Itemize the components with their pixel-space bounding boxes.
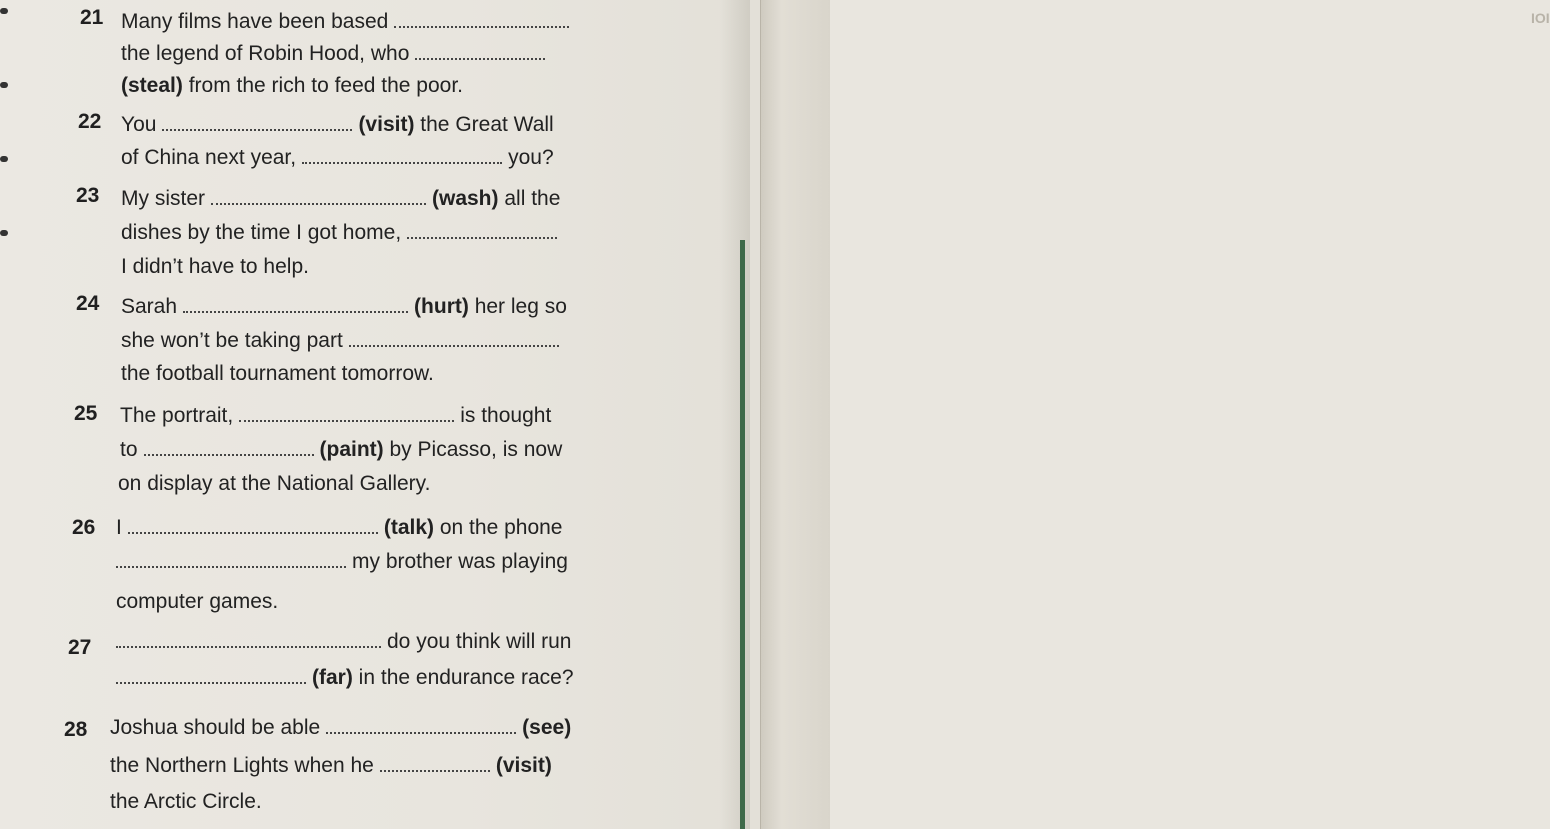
verb-prompt: (far) xyxy=(312,666,353,689)
ex27-line-1 xyxy=(116,630,571,654)
exercise-number-26: 26 xyxy=(72,516,96,539)
ex28-text: the Northern Lights when he xyxy=(110,754,374,777)
verb-prompt: (see) xyxy=(522,716,572,739)
exercise-number-23: 23 xyxy=(76,184,100,207)
ex26-text: computer games. xyxy=(116,590,279,613)
ex22-text: the Great Wall xyxy=(414,113,554,136)
answer-blank[interactable] xyxy=(116,668,306,684)
answer-blank[interactable] xyxy=(380,756,490,772)
page-shadow xyxy=(720,0,750,829)
verb-prompt: (steal) xyxy=(121,74,183,97)
answer-blank[interactable] xyxy=(116,632,381,648)
margin-mark xyxy=(0,156,8,162)
exercise-number-25: 25 xyxy=(74,402,98,425)
ex22-text: of China next year, xyxy=(121,146,297,169)
ex25-line-2 xyxy=(120,438,562,462)
ex24-text: her leg so xyxy=(468,295,567,318)
verb-prompt: (talk) xyxy=(383,516,435,539)
exercise-number-28: 28 xyxy=(64,718,88,741)
ex25-text: by Picasso, is now xyxy=(383,438,563,461)
exercise-number-21: 21 xyxy=(80,6,104,29)
answer-blank[interactable] xyxy=(116,552,346,568)
ex25-text: to xyxy=(120,438,138,461)
answer-blank[interactable] xyxy=(211,189,426,205)
ex23-text: dishes by the time I got home, xyxy=(121,221,402,244)
ex23-line-3 xyxy=(121,255,309,279)
margin-mark xyxy=(0,230,8,236)
verb-prompt: (wash) xyxy=(432,187,499,210)
ex28-line-1 xyxy=(110,716,571,740)
ex23-line-1 xyxy=(121,187,560,211)
verb-prompt: (visit) xyxy=(495,754,552,777)
ex23-text: My sister xyxy=(121,187,205,210)
ex21-line-3 xyxy=(121,74,463,98)
verb-prompt: (visit) xyxy=(358,113,415,136)
answer-blank[interactable] xyxy=(239,406,454,422)
ex26-line-3 xyxy=(116,590,278,614)
ex23-line-2 xyxy=(121,221,563,245)
ex24-line-1 xyxy=(121,295,567,319)
ex22-line-1 xyxy=(121,113,554,137)
exercise-number-24: 24 xyxy=(76,292,100,315)
answer-blank[interactable] xyxy=(162,115,352,131)
ex28-text: the Arctic Circle. xyxy=(110,790,262,813)
ex21-text: Many films have been based xyxy=(121,10,389,33)
ex28-line-2 xyxy=(110,754,552,778)
verb-prompt: (paint) xyxy=(319,438,384,461)
ex22-line-2 xyxy=(121,146,554,170)
ex21-line-1 xyxy=(121,10,575,34)
ex25-line-3 xyxy=(118,472,430,496)
ex27-text: do you think will run xyxy=(387,630,572,653)
ex26-text: on the phone xyxy=(434,516,563,539)
ex27-text: in the endurance race? xyxy=(352,666,574,689)
ex26-text: I xyxy=(116,516,122,539)
answer-blank[interactable] xyxy=(302,148,502,164)
ex25-text: on display at the National Gallery. xyxy=(118,472,431,495)
exercise-number-22: 22 xyxy=(78,110,102,133)
ex26-line-2 xyxy=(116,550,568,574)
ex26-text: my brother was playing xyxy=(352,550,568,573)
margin-marks xyxy=(0,0,20,829)
answer-blank[interactable] xyxy=(144,440,314,456)
ex26-line-1 xyxy=(116,516,562,540)
ex24-text: Sarah xyxy=(121,295,178,318)
ex25-text: The portrait, xyxy=(120,404,234,427)
ex24-text: the football tournament tomorrow. xyxy=(121,362,434,385)
ex22-text: you? xyxy=(508,146,554,169)
ex25-text: is thought xyxy=(460,404,552,427)
answer-blank[interactable] xyxy=(326,718,516,734)
ex22-text: You xyxy=(121,113,157,136)
margin-mark xyxy=(0,82,8,88)
ex21-text: from the rich to feed the poor. xyxy=(182,74,464,97)
ex25-line-1 xyxy=(120,404,551,428)
answer-blank[interactable] xyxy=(394,12,569,28)
exercise-number-27: 27 xyxy=(68,636,92,659)
side-tab-label: IOI xyxy=(1531,10,1550,26)
answer-blank[interactable] xyxy=(128,518,378,534)
ex24-line-2 xyxy=(121,329,565,353)
ex23-text: all the xyxy=(498,187,561,210)
ex21-text: the legend of Robin Hood, who xyxy=(121,42,410,65)
verb-prompt: (hurt) xyxy=(414,295,469,318)
answer-blank[interactable] xyxy=(415,44,545,60)
answer-blank[interactable] xyxy=(349,331,559,347)
ex27-line-2 xyxy=(116,666,574,690)
green-binding-strip xyxy=(740,240,745,829)
ex28-line-3 xyxy=(110,790,262,814)
ex28-text: Joshua should be able xyxy=(110,716,321,739)
ex21-line-2 xyxy=(121,42,551,66)
ex24-text: she won’t be taking part xyxy=(121,329,343,352)
ex23-text: I didn’t have to help. xyxy=(121,255,309,278)
ex24-line-3 xyxy=(121,362,434,386)
answer-blank[interactable] xyxy=(407,223,557,239)
answer-blank[interactable] xyxy=(183,297,408,313)
margin-mark xyxy=(0,8,8,14)
adjacent-page xyxy=(760,0,1550,829)
